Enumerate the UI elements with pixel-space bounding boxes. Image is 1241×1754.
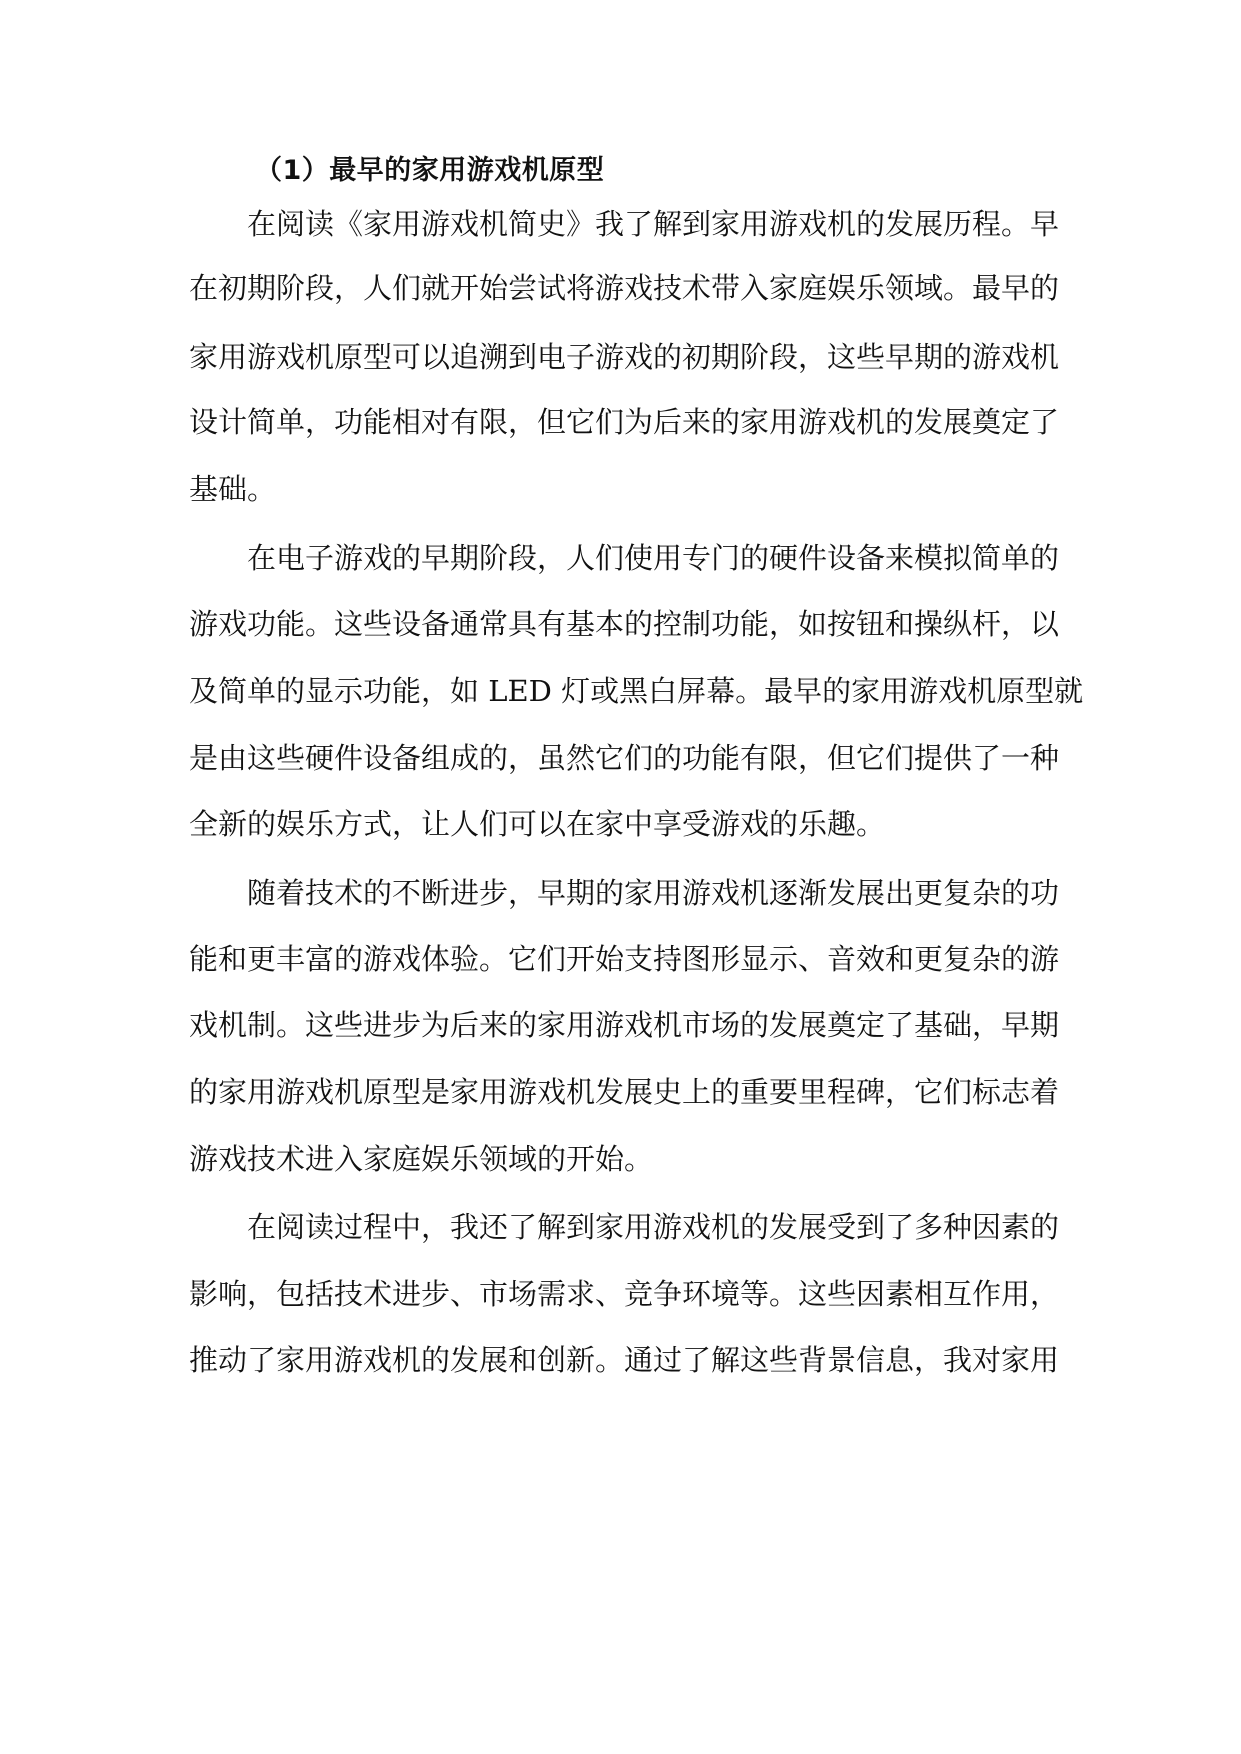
paragraph-2-line-4: 是由这些硬件设备组成的，虽然它们的功能有限，但它们提供了一种: [189, 741, 1060, 775]
paragraph-3-line-5: 游戏技术进入家庭娱乐领域的开始。: [189, 1142, 654, 1176]
paragraph-1-line-1: 在阅读《家用游戏机简史》我了解到家用游戏机的发展历程。早: [247, 207, 1060, 241]
paragraph-4-line-2: 影响，包括技术进步、市场需求、竞争环境等。这些因素相互作用，: [189, 1277, 1060, 1311]
paragraph-1-line-3: 家用游戏机原型可以追溯到电子游戏的初期阶段，这些早期的游戏机: [189, 340, 1060, 374]
paragraph-1-line-4: 设计简单，功能相对有限，但它们为后来的家用游戏机的发展奠定了: [189, 405, 1060, 439]
paragraph-4-line-1: 在阅读过程中，我还了解到家用游戏机的发展受到了多种因素的: [247, 1210, 1060, 1244]
paragraph-3-line-1: 随着技术的不断进步，早期的家用游戏机逐渐发展出更复杂的功: [247, 876, 1060, 910]
paragraph-2-line-2: 游戏功能。这些设备通常具有基本的控制功能，如按钮和操纵杆，以: [189, 607, 1060, 641]
paragraph-2-line-1: 在电子游戏的早期阶段，人们使用专门的硬件设备来模拟简单的: [247, 541, 1060, 575]
paragraph-2-line-3: 及简单的显示功能，如 LED 灯或黑白屏幕。最早的家用游戏机原型就: [189, 674, 1084, 708]
paragraph-3-line-3: 戏机制。这些进步为后来的家用游戏机市场的发展奠定了基础，早期: [189, 1008, 1060, 1042]
section-heading: （1）最早的家用游戏机原型: [255, 155, 605, 186]
paragraph-3-line-2: 能和更丰富的游戏体验。它们开始支持图形显示、音效和更复杂的游: [189, 942, 1060, 976]
paragraph-3-line-4: 的家用游戏机原型是家用游戏机发展史上的重要里程碑，它们标志着: [189, 1075, 1060, 1109]
paragraph-2-line-5: 全新的娱乐方式，让人们可以在家中享受游戏的乐趣。: [189, 807, 886, 841]
paragraph-1-line-2: 在初期阶段，人们就开始尝试将游戏技术带入家庭娱乐领域。最早的: [189, 271, 1060, 305]
paragraph-1-line-5: 基础。: [189, 472, 277, 506]
paragraph-4-line-3: 推动了家用游戏机的发展和创新。通过了解这些背景信息，我对家用: [189, 1343, 1060, 1377]
